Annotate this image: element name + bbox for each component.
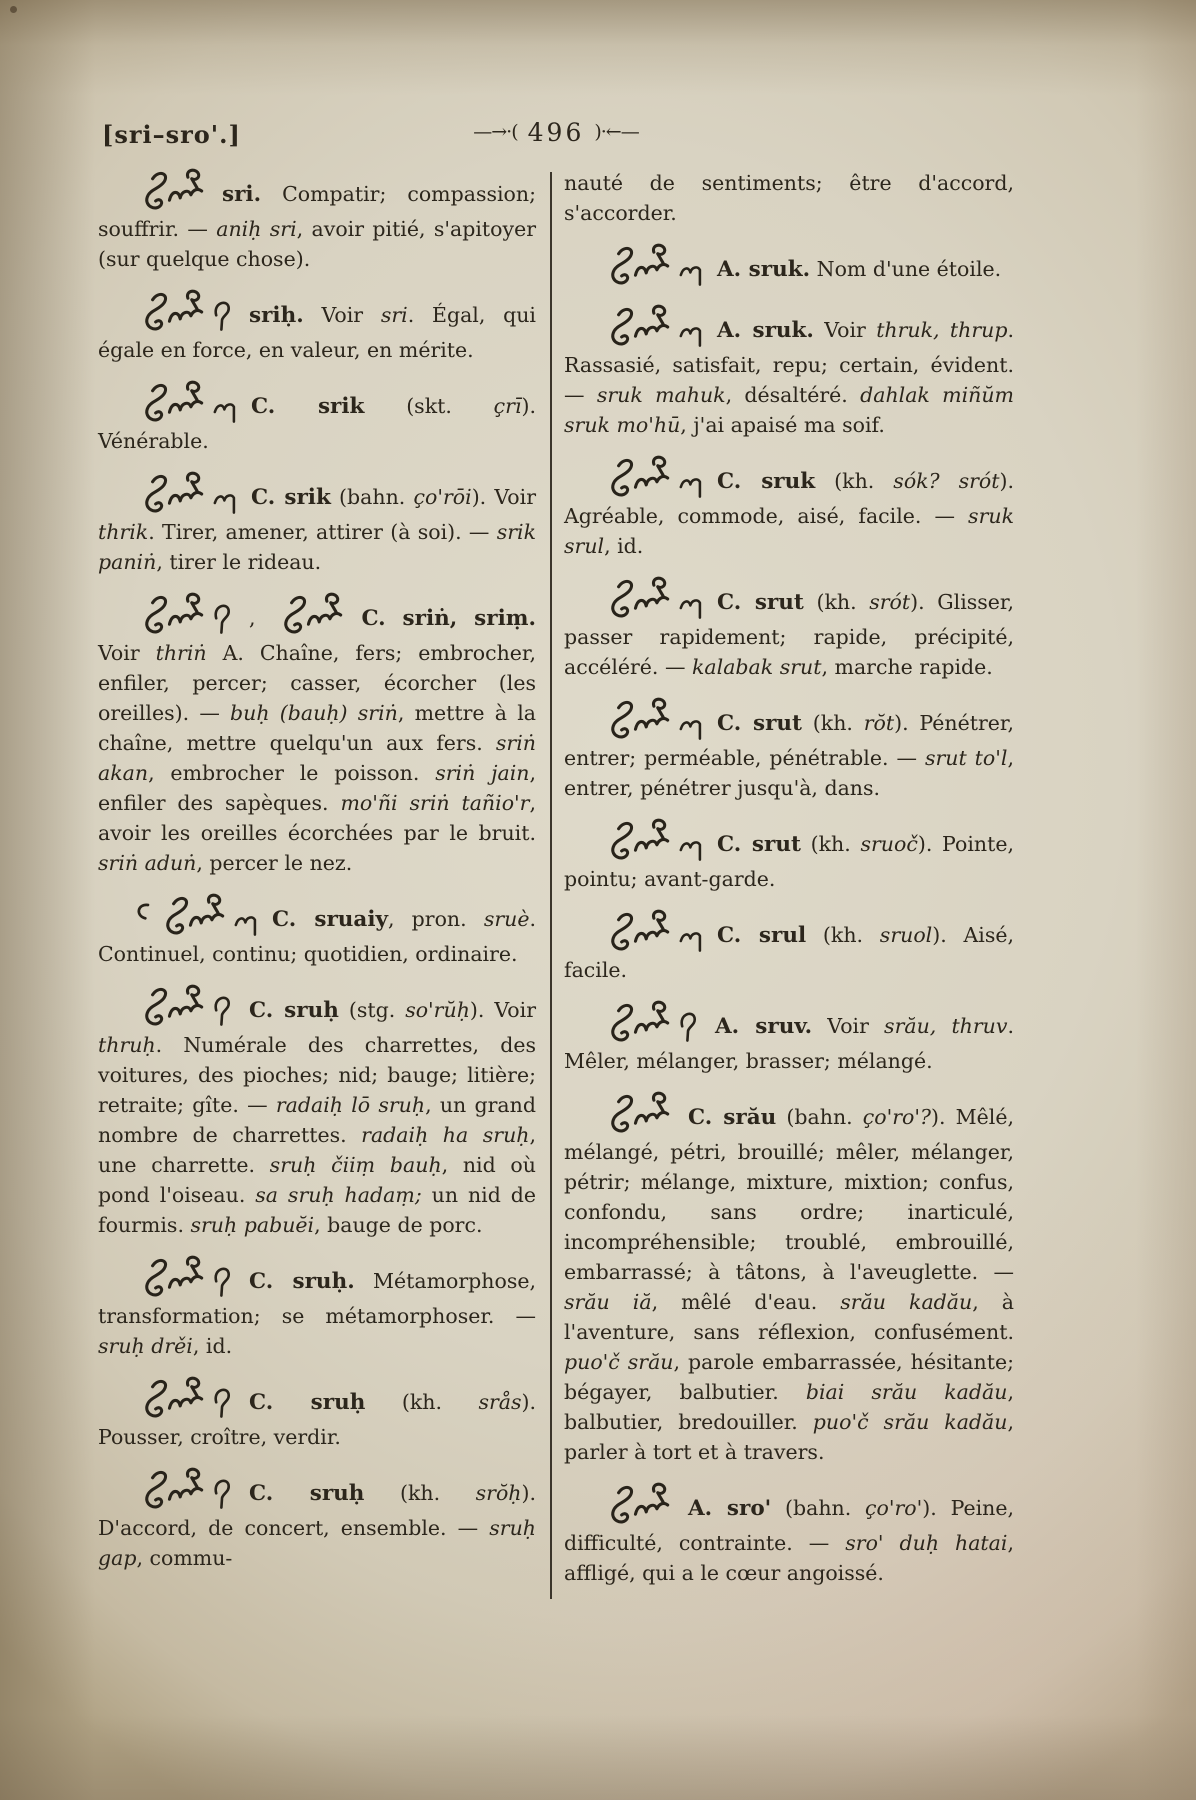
definition-text: (kh. [364, 1481, 476, 1505]
definition-text: , parler à tort et à travers. [564, 1410, 1014, 1464]
headword: A. sruk. [717, 318, 814, 343]
cham-term: sruoč [860, 832, 918, 856]
definition-text: ). Voir [469, 998, 536, 1022]
cham-term: puo'č srău [564, 1350, 674, 1374]
cham-term: thriṅ [155, 641, 207, 665]
cham-term: kalabak srut [692, 655, 822, 679]
definition-text: (kh. [815, 469, 894, 493]
definition-text: , affligé, qui a le cœur angoissé. [564, 1531, 1014, 1585]
entry-srih [98, 289, 536, 365]
cham-term: srŏḥ [475, 1481, 522, 1505]
ornament-right: )·←— [594, 121, 639, 143]
definition-text: (bahn. [330, 485, 414, 509]
cham-term: radaiḥ lō sruḥ [275, 1093, 426, 1117]
definition-text: . Mêler, mélanger, brasser; mélangé. [564, 1014, 1014, 1073]
cham-glyph-icon [598, 576, 705, 622]
cham-term: so'rŭḥ [405, 998, 470, 1022]
entry-text [564, 1105, 1014, 1464]
headword: sriḥ. [249, 303, 304, 328]
headword: C. sriṅ, sriṃ. [361, 606, 536, 631]
headword: C. srul [717, 923, 807, 948]
cham-glyph-icon [598, 909, 705, 955]
cham-term: sruk mahuk [596, 383, 726, 407]
page-content [98, 112, 1014, 1603]
definition-text: un nid de fourmis. [98, 1183, 537, 1237]
cham-term: srău kadău [840, 1290, 973, 1314]
column-divider [550, 172, 552, 1599]
cham-term: ço'ro' [865, 1496, 923, 1520]
headword: C. sruḥ. [249, 1269, 355, 1294]
cham-glyph-icon [598, 243, 705, 289]
definition-text: . Égal, qui égale en force, en valeur, en mérite. [98, 303, 536, 362]
definition-text: , mettre à la chaîne, mettre quelqu'un aux fers. [98, 701, 536, 755]
cham-term: thrik [98, 520, 149, 544]
entry-srau [564, 1091, 1014, 1467]
entry-sruaiy [98, 893, 536, 969]
definition-text: A. Chaîne, fers; embrocher, enfiler, percer; casser, écorcher (les oreilles). — [98, 641, 536, 725]
definition-text: , embrocher le poisson. [148, 761, 436, 785]
definition-text: ). Aisé, facile. [564, 923, 1015, 982]
cham-glyph-icon [132, 289, 237, 335]
entry-continuation [564, 168, 1014, 228]
cham-glyph-icon [132, 471, 239, 517]
definition-text: . Continuel, continu; quotidien, ordinaire. [98, 907, 536, 966]
cham-glyph-icon [598, 304, 705, 350]
cham-glyph-icon [132, 592, 237, 638]
definition-text: , pron. [388, 907, 484, 931]
cham-term: sro' duḥ hatai [845, 1531, 1008, 1555]
definition-text: Voir [812, 1014, 885, 1038]
headword: C. sruaiy [272, 907, 388, 932]
cham-glyph-icon [132, 1467, 237, 1513]
headword: C. sruk [717, 469, 816, 494]
cham-glyph-icon [598, 697, 705, 743]
page-header [98, 112, 1014, 160]
cham-term: srut to'l [924, 746, 1008, 770]
definition-text: , id. [604, 534, 644, 558]
definition-text: , tirer le rideau. [156, 550, 322, 574]
definition-text: Métamorphose, transformation; se métamorphoser. — [98, 1269, 536, 1328]
definition-text: (stg. [338, 998, 406, 1022]
entry-range: [sri–sro'.] [102, 120, 241, 149]
entry-srut-penetrer [564, 697, 1014, 803]
entry-sruh-pousser [98, 1376, 536, 1452]
entry-sruk-etoile [564, 243, 1014, 289]
headword: A. sruk. [717, 257, 811, 282]
headword: A. sro' [688, 1496, 772, 1521]
definition-text: ). Pousser, croître, verdir. [98, 1390, 537, 1449]
definition-text: (kh. [800, 832, 861, 856]
cham-term: sók? srót [893, 469, 1000, 493]
cham-glyph-icon [271, 592, 349, 638]
definition-text: ). Pointe, pointu; avant-garde. [564, 832, 1015, 891]
definition-text: ). Voir [471, 485, 537, 509]
entry-text [564, 171, 1014, 225]
entry-srik-skt [98, 380, 536, 456]
definition-text: (kh. [803, 590, 870, 614]
cham-term: rŏt [863, 711, 895, 735]
entry-srut-glisser [564, 576, 1014, 682]
ornament-left: —→·( [473, 121, 518, 143]
definition-text: , mêlé d'eau. [651, 1290, 841, 1314]
cham-glyph-icon [598, 818, 705, 864]
definition-text: , entrer, pénétrer jusqu'à, dans. [564, 746, 1014, 800]
cham-glyph-icon [132, 1376, 237, 1422]
text-columns [98, 168, 1014, 1603]
cham-term: sriṅ akan [98, 731, 536, 785]
entry-srik-bahn [98, 471, 536, 577]
definition-text: ). Glisser, passer rapidement; rapide, précipité, accéléré. — [564, 590, 1014, 679]
cham-term: radaiḥ ha sruḥ [361, 1123, 530, 1147]
entry-sruk-agreable [564, 455, 1014, 561]
entry-text [98, 998, 536, 1237]
definition-text: Voir [98, 641, 156, 665]
cham-term: thruk, thrup [876, 318, 1008, 342]
cham-term: sruḥ pabuĕi [190, 1213, 315, 1237]
paper-speck [10, 6, 17, 13]
definition-text: ). Agréable, commode, aisé, facile. — [564, 469, 1014, 528]
definition-text: , parole embarrassée, hésitante; bégayer, balbutier. [564, 1350, 1014, 1404]
headword: sri. [222, 182, 262, 207]
definition-text: . Numérale des charrettes, des voitures, des pioches; nid; bauge; litière; retraite; gîte. — [98, 1033, 536, 1117]
cham-term: sa sruḥ hadaṃ; [255, 1183, 422, 1207]
definition-text: (bahn. [776, 1105, 863, 1129]
entry-sruh-numerale [98, 984, 536, 1240]
headword: C. srut [717, 711, 802, 736]
headword: A. sruv. [715, 1014, 813, 1039]
cham-term: thruḥ [98, 1033, 156, 1057]
cham-term: sruol [879, 923, 933, 947]
entry-sruh-daccord [98, 1467, 536, 1573]
headword: C. srut [717, 832, 801, 857]
definition-text: , avoir pitié, s'apitoyer (sur quelque chose). [98, 217, 537, 271]
definition-text: , j'ai apaisé ma soif. [680, 413, 885, 437]
entry-sruk-rassasie [564, 304, 1014, 440]
cham-glyph-icon [132, 984, 237, 1030]
definition-text: Nom d'une étoile. [810, 257, 1002, 281]
definition-text: , enfiler des sapèques. [98, 761, 537, 815]
cham-glyph-icon [132, 168, 210, 214]
cham-term: srău, thruv [884, 1014, 1008, 1038]
cham-glyph-icon [132, 380, 239, 426]
right-column [564, 168, 1014, 1603]
cham-term: sruḥ gap [98, 1516, 536, 1570]
entry-sro [564, 1482, 1014, 1588]
definition-text: (kh. [801, 711, 864, 735]
cham-term: srås [478, 1390, 522, 1414]
definition-text: ). Vénérable. [98, 394, 536, 453]
cham-term: dahlak miñŭm sruk mo'hū [564, 383, 1014, 437]
definition-text: , percer le nez. [196, 851, 353, 875]
headword: C. sruḥ [249, 1390, 366, 1415]
cham-term: mo'ñi sriṅ tañio'r [340, 791, 530, 815]
headword: C. srik [251, 394, 365, 419]
definition-text: (kh. [806, 923, 880, 947]
cham-term: biai srău kadău [805, 1380, 1008, 1404]
entry-srin-srim [98, 592, 536, 878]
definition-text: , désaltéré. [725, 383, 861, 407]
cham-term: aniḥ sri [216, 217, 297, 241]
definition-text: . Tirer, amener, attirer (à soi). — [148, 520, 497, 544]
left-column [98, 168, 536, 1603]
entry-sri [98, 168, 536, 274]
cham-term: srik paniṅ [98, 520, 536, 574]
definition-text: (skt. [364, 394, 494, 418]
cham-term: buḥ (bauḥ) sriṅ [230, 701, 398, 725]
entry-srut-pointe [564, 818, 1014, 894]
cham-term: sruḥ drěi [98, 1334, 193, 1358]
entry-text [717, 257, 1001, 281]
definition-text: ). D'accord, de concert, ensemble. — [98, 1481, 537, 1540]
headword: C. sruḥ [249, 998, 339, 1023]
definition-text: , balbutier, bredouiller. [564, 1380, 1014, 1434]
definition-text: , avoir les oreilles écorchées par le bruit. [98, 791, 536, 845]
headword: C. srău [688, 1105, 777, 1130]
definition-text: ). Peine, difficulté, contrainte. — [564, 1496, 1014, 1555]
definition-text: ). Pénétrer, entrer; perméable, pénétrable. — [564, 711, 1014, 770]
headword: C. srik [251, 485, 331, 510]
entry-sruv [564, 1000, 1014, 1076]
definition-text: . Rassasié, satisfait, repu; certain, évident. — [564, 318, 1014, 407]
definition-text: , une charrette. [98, 1123, 537, 1177]
definition-text: (bahn. [771, 1496, 866, 1520]
definition-text: ). Mêlé, mélangé, pétri, brouillé; mêler, mélanger, pétrir; mélange, mixture, mixtion; confus, confondu, sans ordre; inarticulé, incompréhensible; troublé, embrouillé, embarrassé; à tâtons, à l'aveuglette. — [564, 1105, 1014, 1284]
definition-text: , commu- [136, 1546, 233, 1570]
glyph-separator: , [249, 606, 272, 630]
cham-term: srót [869, 590, 911, 614]
cham-glyph-icon [132, 893, 260, 939]
cham-term: ço'ro'? [862, 1105, 932, 1129]
definition-text: Voir [813, 318, 877, 342]
headword: C. srut [717, 590, 804, 615]
definition-text: nauté de sentiments; être d'accord, s'accorder. [564, 171, 1014, 225]
cham-term: sri [380, 303, 408, 327]
cham-term: sruè [483, 907, 530, 931]
cham-glyph-icon [598, 455, 705, 501]
definition-text: Compatir; compassion; souffrir. — [98, 182, 536, 241]
cham-term: sriṅ aduṅ [98, 851, 197, 875]
definition-text: (kh. [365, 1390, 479, 1414]
cham-term: ço'rōi [413, 485, 472, 509]
definition-text: , nid où pond l'oiseau. [98, 1153, 536, 1207]
definition-text: , bauge de porc. [314, 1213, 483, 1237]
cham-term: sruk srul [564, 504, 1014, 558]
cham-glyph-icon [132, 1255, 237, 1301]
cham-term: çrī [493, 394, 522, 418]
cham-term: puo'č srău kadău [812, 1410, 1008, 1434]
entry-sruh-metamorphose [98, 1255, 536, 1361]
cham-glyph-icon [598, 1000, 703, 1046]
definition-text: , un grand nombre de charrettes. [98, 1093, 536, 1147]
cham-term: srău iă [564, 1290, 652, 1314]
page-number: —→·( 496 )·←— [473, 118, 639, 147]
cham-term: sriṅ jain [435, 761, 530, 785]
cham-glyph-icon [598, 1482, 676, 1528]
cham-glyph-icon [598, 1091, 676, 1137]
definition-text: , à l'aventure, sans réflexion, confusément. [564, 1290, 1015, 1344]
entry-srul [564, 909, 1014, 985]
headword: C. sruḥ [249, 1481, 365, 1506]
definition-text: Voir [303, 303, 381, 327]
definition-text: , id. [192, 1334, 233, 1358]
definition-text: , marche rapide. [821, 655, 993, 679]
entry-text [98, 606, 536, 875]
cham-term: sruḥ čiiṃ bauḥ [269, 1153, 442, 1177]
